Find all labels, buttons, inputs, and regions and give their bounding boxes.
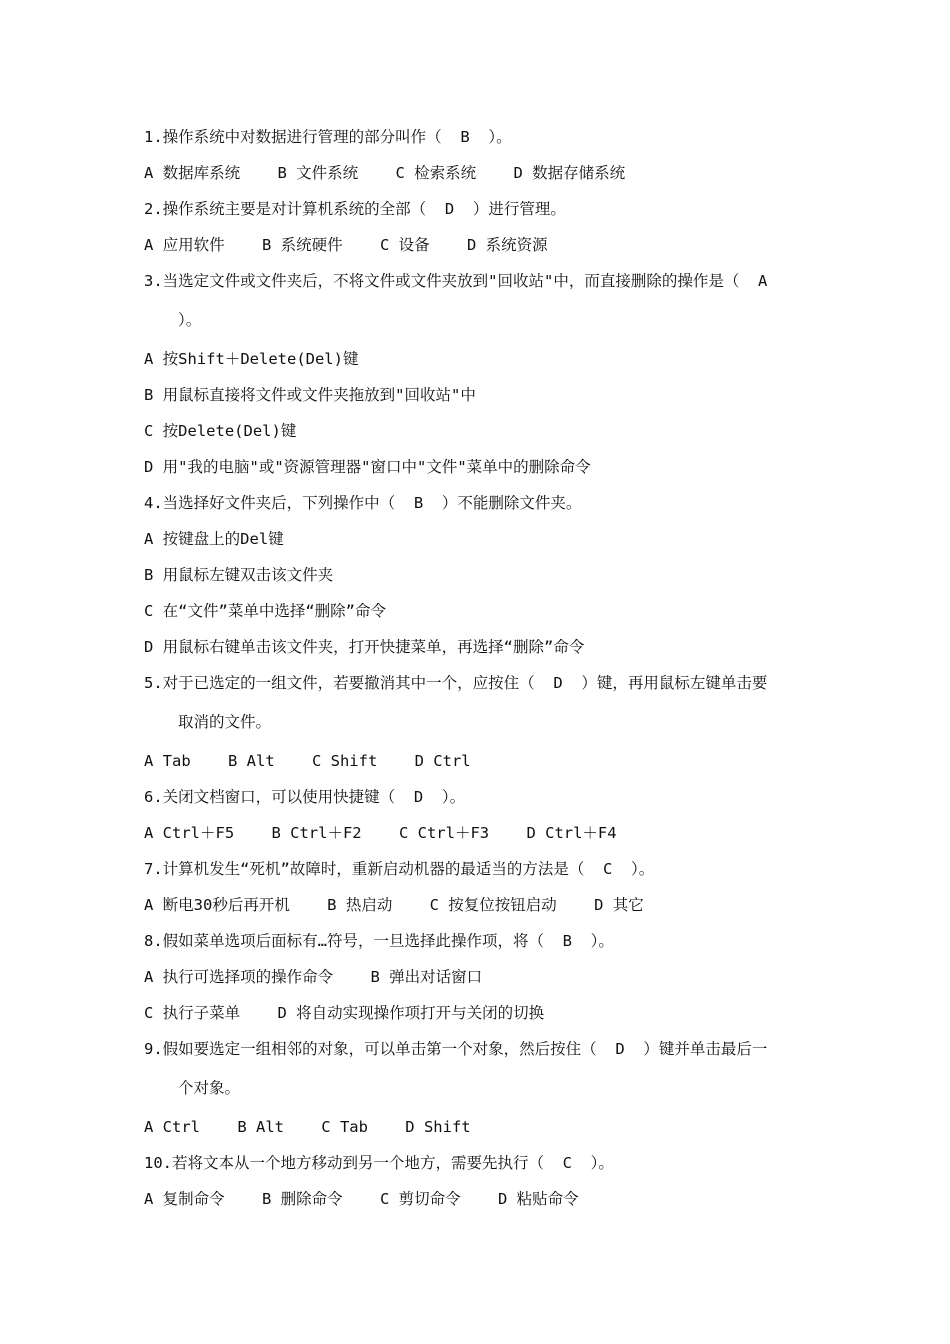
- question-10-options: A 复制命令 B 删除命令 C 剪切命令 D 粘贴命令: [144, 1190, 579, 1208]
- question-9-options: A Ctrl B Alt C Tab D Shift: [144, 1118, 471, 1136]
- question-9-text: 9.假如要选定一组相邻的对象，可以单击第一个对象，然后按住（ D ）键并单击最后一: [144, 1040, 768, 1058]
- question-7-options: A 断电30秒后再开机 B 热启动 C 按复位按钮启动 D 其它: [144, 896, 644, 914]
- question-7-text: 7.计算机发生“死机”故障时，重新启动机器的最适当的方法是（ C ）。: [144, 860, 655, 878]
- question-1-text: 1.操作系统中对数据进行管理的部分叫作（ B ）。: [144, 128, 512, 146]
- question-8-options-cd: C 执行子菜单 D 将自动实现操作项打开与关闭的切换: [144, 1004, 545, 1022]
- question-6-text: 6.关闭文档窗口，可以使用快捷键（ D ）。: [144, 788, 466, 806]
- question-4-option-d: D 用鼠标右键单击该文件夹，打开快捷菜单，再选择“删除”命令: [144, 638, 585, 656]
- question-3-option-a: A 按Shift＋Delete(Del)键: [144, 350, 359, 368]
- question-3-option-b: B 用鼠标直接将文件或文件夹拖放到"回收站"中: [144, 386, 476, 404]
- question-1-options: A 数据库系统 B 文件系统 C 检索系统 D 数据存储系统: [144, 164, 626, 182]
- question-5-text: 5.对于已选定的一组文件，若要撤消其中一个，应按住（ D ）键，再用鼠标左键单击要: [144, 674, 768, 692]
- question-3-option-d: D 用"我的电脑"或"资源管理器"窗口中"文件"菜单中的删除命令: [144, 458, 591, 476]
- question-list: [144, 119, 814, 1217]
- question-9-text-continued: 个对象。: [178, 1079, 241, 1097]
- question-2-options: A 应用软件 B 系统硬件 C 设备 D 系统资源: [144, 236, 548, 254]
- question-6-options: A Ctrl＋F5 B Ctrl＋F2 C Ctrl＋F3 D Ctrl＋F4: [144, 824, 617, 842]
- question-8-options-ab: A 执行可选择项的操作命令 B 弹出对话窗口: [144, 968, 483, 986]
- question-4-text: 4.当选择好文件夹后，下列操作中（ B ）不能删除文件夹。: [144, 494, 582, 512]
- question-10-text: 10.若将文本从一个地方移动到另一个地方，需要先执行（ C ）。: [144, 1154, 614, 1172]
- question-5-text-continued: 取消的文件。: [178, 713, 272, 731]
- question-3-text: 3.当选定文件或文件夹后，不将文件或文件夹放到"回收站"中，而直接删除的操作是（ A: [144, 272, 768, 290]
- question-4-option-b: B 用鼠标左键双击该文件夹: [144, 566, 334, 584]
- question-2-text: 2.操作系统主要是对计算机系统的全部（ D ）进行管理。: [144, 200, 566, 218]
- question-3-option-c: C 按Delete(Del)键: [144, 422, 297, 440]
- question-4-option-a: A 按键盘上的Del键: [144, 530, 284, 548]
- question-5-options: A Tab B Alt C Shift D Ctrl: [144, 752, 471, 770]
- question-4-option-c: C 在“文件”菜单中选择“删除”命令: [144, 602, 386, 620]
- question-8-text: 8.假如菜单选项后面标有…符号，一旦选择此操作项，将（ B ）。: [144, 932, 614, 950]
- question-3-text-continued: ）。: [178, 311, 202, 329]
